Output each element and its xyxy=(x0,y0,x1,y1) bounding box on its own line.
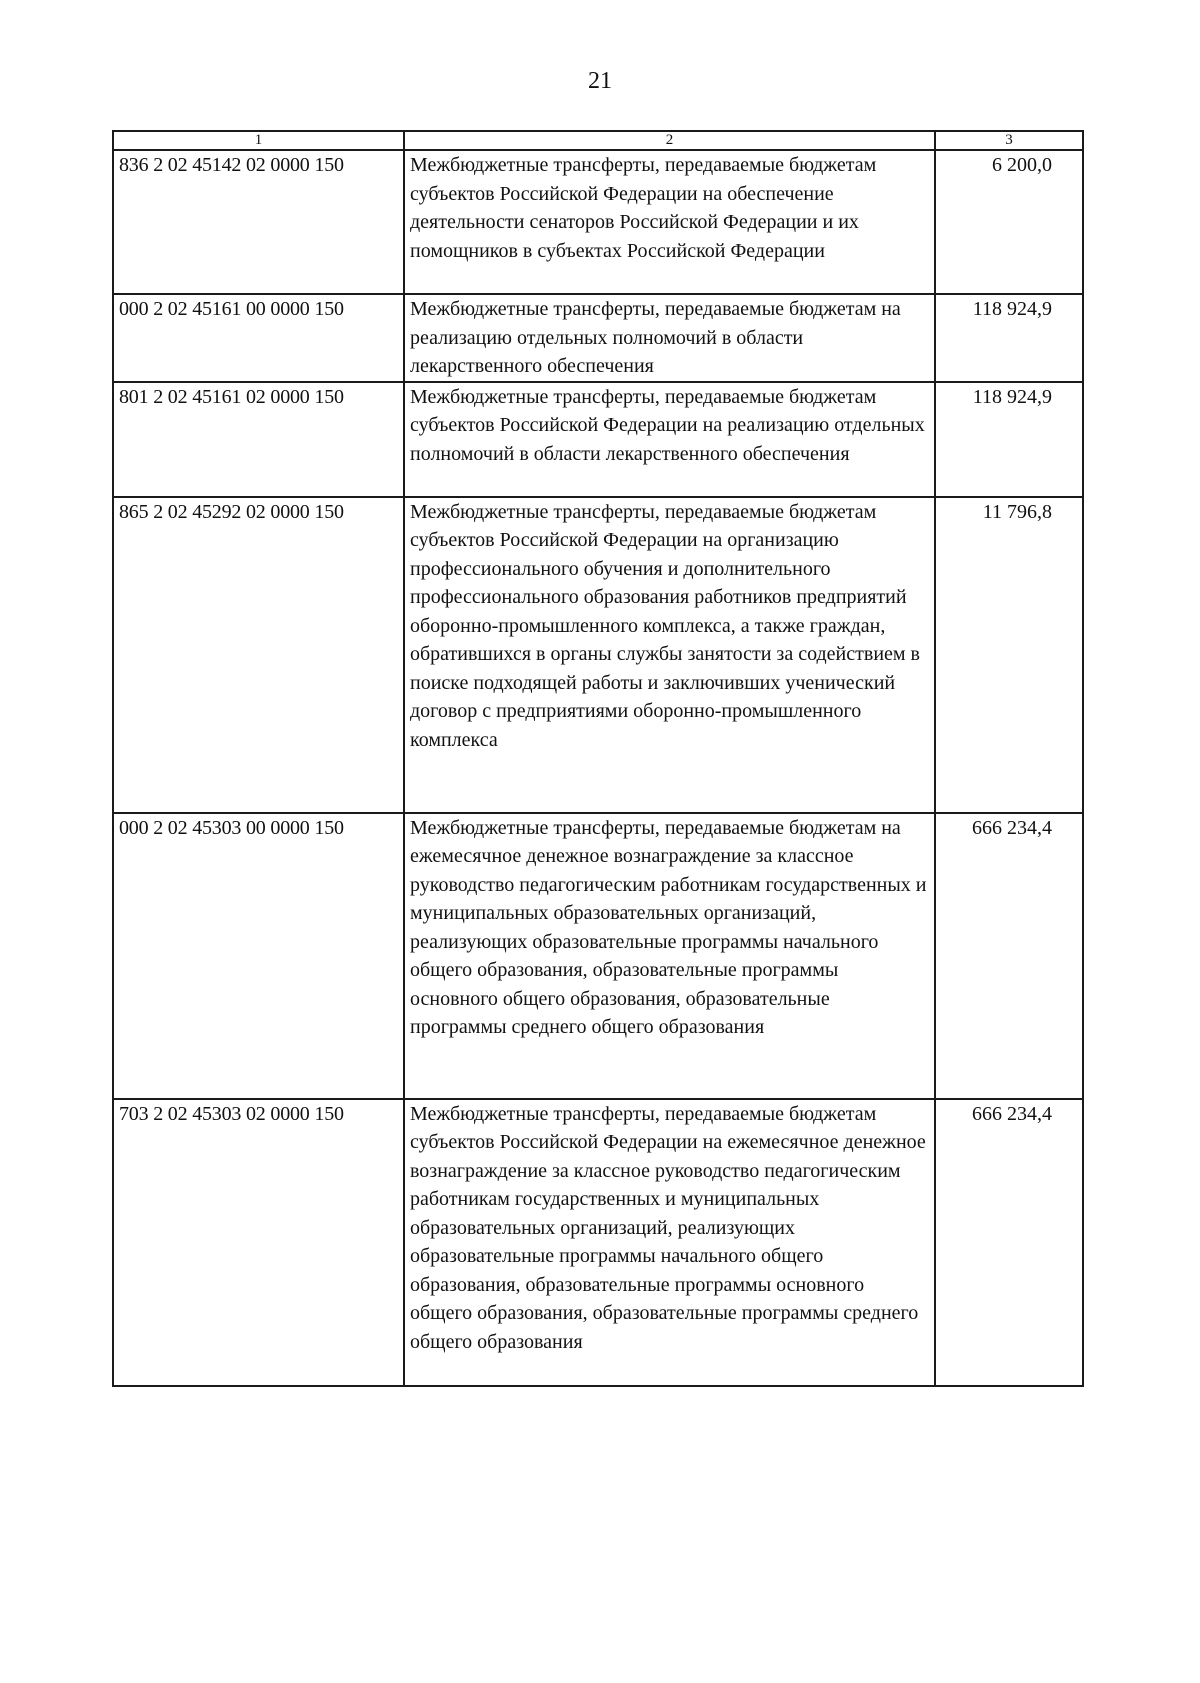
table-row xyxy=(113,813,1083,1099)
description-cell: Межбюджетные трансферты, передаваемые бюджетам субъектов Российской Федерации на организацию профессионального обучения и дополнительного профессионального образования работников предприятий оборонно-промышленного комплекса, а также граждан, обратившихся в органы службы занятости за содействием в поиске подходящей работы и заключивших ученический договор с предприятиями оборонно-промышленного комплекса xyxy=(404,497,935,813)
amount-cell: 666 234,4 xyxy=(935,813,1083,1099)
table-body xyxy=(113,150,1083,1386)
table-row xyxy=(113,294,1083,382)
description-cell: Межбюджетные трансферты, передаваемые бюджетам субъектов Российской Федерации на реализацию отдельных полномочий в области лекарственного обеспечения xyxy=(404,382,935,497)
table-row xyxy=(113,1099,1083,1386)
description-cell: Межбюджетные трансферты, передаваемые бюджетам на ежемесячное денежное вознаграждение за классное руководство педагогическим работникам государственных и муниципальных образовательных организаций, реализующих образовательные программы начального общего образования, образовательные программы основного общего образования, образовательные программы среднего общего образования xyxy=(404,813,935,1099)
amount-cell: 6 200,0 xyxy=(935,150,1083,294)
amount-cell: 666 234,4 xyxy=(935,1099,1083,1386)
table-row xyxy=(113,497,1083,813)
page-number: 21 xyxy=(588,68,612,94)
table-row xyxy=(113,150,1083,294)
budget-code-cell: 865 2 02 45292 02 0000 150 xyxy=(113,497,404,813)
budget-code-cell: 801 2 02 45161 02 0000 150 xyxy=(113,382,404,497)
table-row xyxy=(113,382,1083,497)
amount-cell: 118 924,9 xyxy=(935,294,1083,382)
header-row xyxy=(113,131,1083,150)
description-cell: Межбюджетные трансферты, передаваемые бюджетам субъектов Российской Федерации на обеспечение деятельности сенаторов Российской Федерации и их помощников в субъектах Российской Федерации xyxy=(404,150,935,294)
table-header xyxy=(113,131,1083,150)
description-cell: Межбюджетные трансферты, передаваемые бюджетам субъектов Российской Федерации на ежемесячное денежное вознаграждение за классное руководство педагогическим работникам государственных и муниципальных образовательных организаций, реализующих образовательные программы начального общего образования, образовательные программы основного общего образования, образовательные программы среднего общего образования xyxy=(404,1099,935,1386)
amount-cell: 118 924,9 xyxy=(935,382,1083,497)
column-header-code: 1 xyxy=(113,131,404,150)
budget-code-cell: 000 2 02 45303 00 0000 150 xyxy=(113,813,404,1099)
amount-cell: 11 796,8 xyxy=(935,497,1083,813)
budget-table xyxy=(112,130,1084,1387)
column-header-description: 2 xyxy=(404,131,935,150)
budget-code-cell: 836 2 02 45142 02 0000 150 xyxy=(113,150,404,294)
budget-code-cell: 703 2 02 45303 02 0000 150 xyxy=(113,1099,404,1386)
description-cell: Межбюджетные трансферты, передаваемые бюджетам на реализацию отдельных полномочий в области лекарственного обеспечения xyxy=(404,294,935,382)
budget-code-cell: 000 2 02 45161 00 0000 150 xyxy=(113,294,404,382)
column-header-amount: 3 xyxy=(935,131,1083,150)
